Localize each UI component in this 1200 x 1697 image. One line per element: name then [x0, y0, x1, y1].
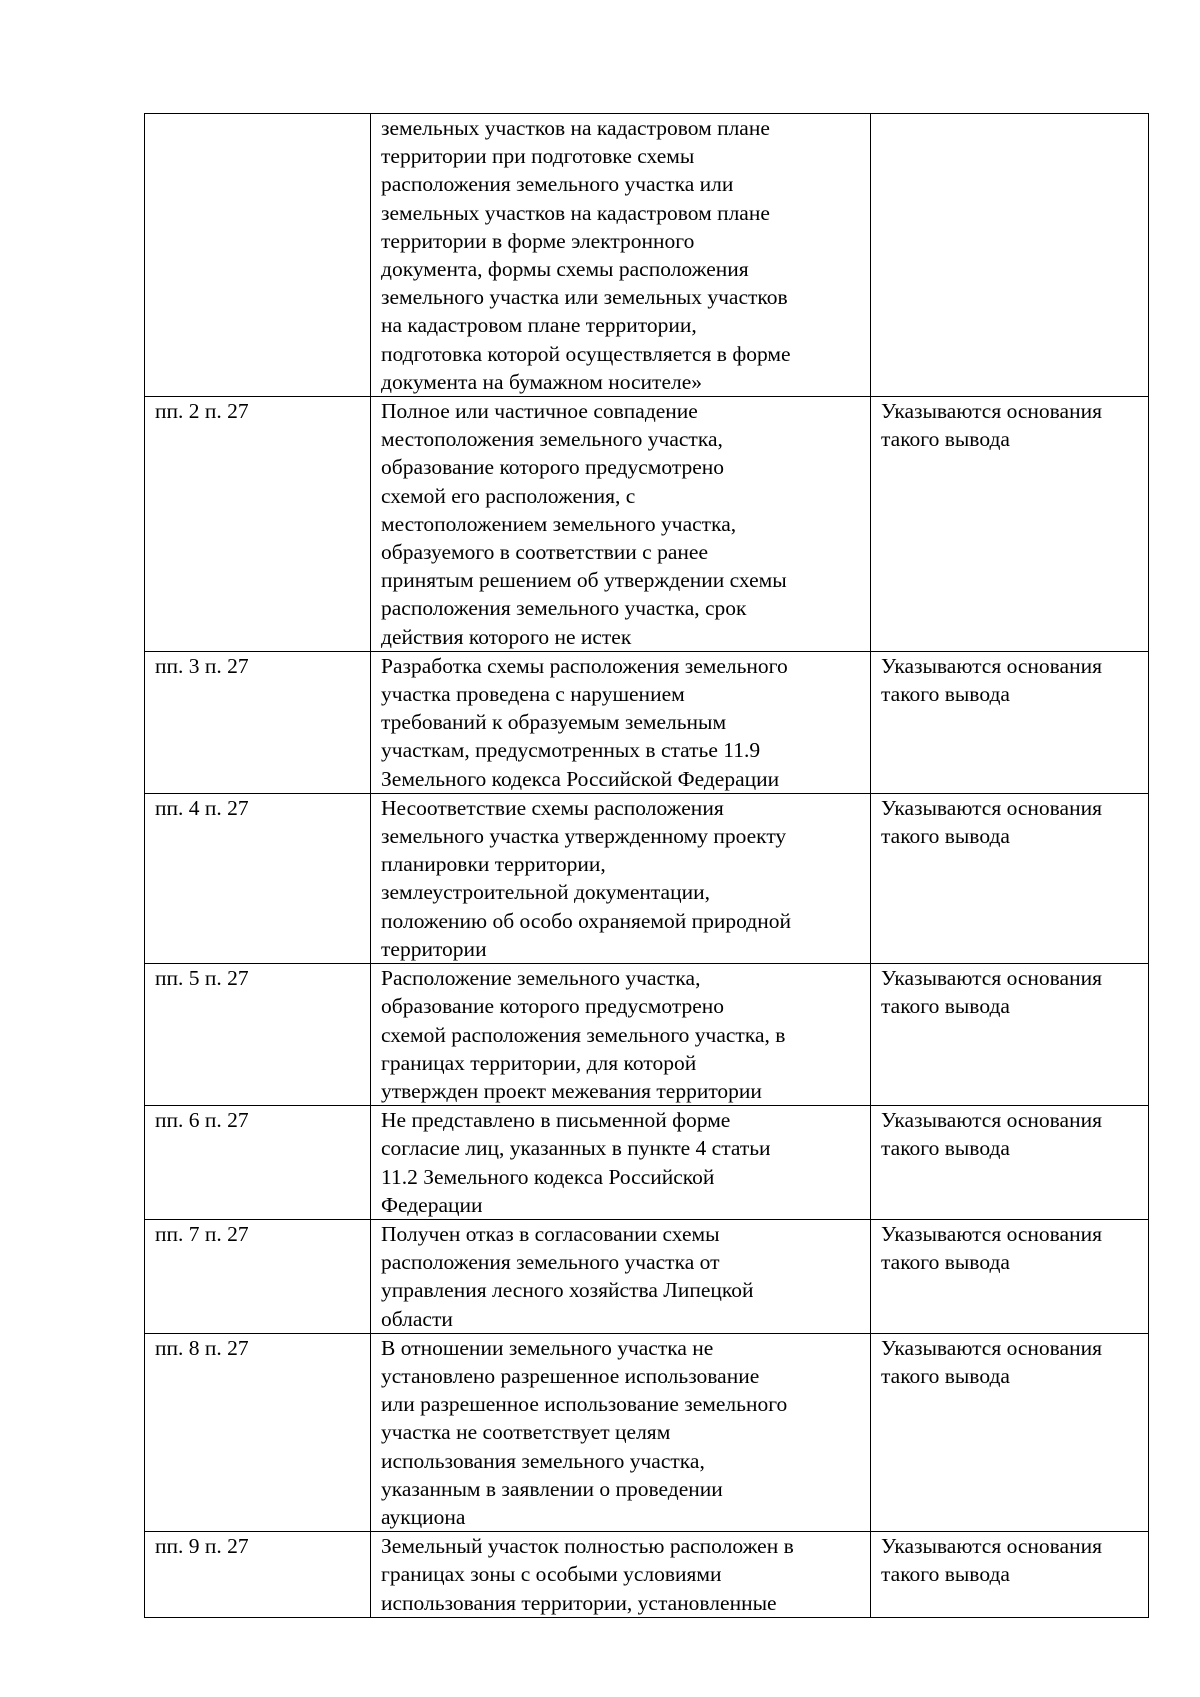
ref-text: пп. 3 п. 27 — [155, 653, 249, 678]
ref-cell — [145, 1333, 371, 1531]
ref-text: пп. 6 п. 27 — [155, 1108, 249, 1133]
note-cell — [871, 793, 1149, 963]
ref-cell — [145, 1219, 371, 1333]
description-text: земельных участков на кадастровом плане территории при подготовке схемы расположения земельного участка или земельных участков на кадастровом плане территории в форме электронного документа, формы схемы расположения земельного участка или земельных участков на кадастровом плане территории, подготовка которой осуществляется в форме документа на бумажном носителе» — [381, 116, 791, 394]
description-cell — [371, 1219, 871, 1333]
description-text: Не представлено в письменной форме согласие лиц, указанных в пункте 4 статьи 11.2 Земельного кодекса Российской Федерации — [381, 1108, 771, 1217]
note-text: Указываются основания такого вывода — [881, 399, 1102, 452]
ref-text: пп. 2 п. 27 — [155, 399, 249, 424]
note-cell — [871, 1532, 1149, 1618]
table-row — [145, 1219, 1149, 1333]
ref-text: пп. 8 п. 27 — [155, 1335, 249, 1360]
note-cell — [871, 651, 1149, 793]
table-row — [145, 1532, 1149, 1618]
ref-cell — [145, 964, 371, 1106]
ref-text: пп. 7 п. 27 — [155, 1221, 249, 1246]
note-text: Указываются основания такого вывода — [881, 653, 1102, 707]
note-cell — [871, 114, 1149, 397]
ref-cell — [145, 1106, 371, 1220]
description-text: Разработка схемы расположения земельного участка проведена с нарушением требований к образуемым земельным участкам, предусмотренных в статье 11.9 Земельного кодекса Российской Федерации — [381, 653, 788, 791]
description-cell — [371, 651, 871, 793]
note-cell — [871, 1333, 1149, 1531]
note-text: Указываются основания такого вывода — [881, 966, 1102, 1019]
description-text: Несоответствие схемы расположения земельного участка утвержденному проекту планировки территории, землеустроительной документации, положению об особо охраняемой природной территории — [381, 795, 791, 961]
description-text: В отношении земельного участка не установлено разрешенное использование или разрешенное использование земельного участка не соответствует целям использования земельного участка, указанным в заявлении о проведении аукциона — [381, 1335, 788, 1529]
note-text: Указываются основания такого вывода — [881, 1534, 1102, 1587]
ref-text: пп. 9 п. 27 — [155, 1534, 249, 1559]
table-row — [145, 397, 1149, 652]
ref-cell — [145, 114, 371, 397]
ref-cell — [145, 793, 371, 963]
note-text: Указываются основания такого вывода — [881, 1108, 1102, 1161]
note-cell — [871, 1219, 1149, 1333]
table-row — [145, 1333, 1149, 1531]
table-row — [145, 964, 1149, 1106]
table-row — [145, 793, 1149, 963]
description-text: Полное или частичное совпадение местоположения земельного участка, образование которого предусмотрено схемой его расположения, с местоположением земельного участка, образуемого в соответствии с ранее принятым решением об утверждении схемы расположения земельного участка, срок действия которого не истек — [381, 399, 787, 649]
note-text: Указываются основания такого вывода — [881, 1335, 1102, 1388]
note-cell — [871, 964, 1149, 1106]
note-text: Указываются основания такого вывода — [881, 795, 1102, 849]
ref-cell — [145, 651, 371, 793]
description-text: Расположение земельного участка, образование которого предусмотрено схемой расположения земельного участка, в границах территории, для которой утвержден проект межевания территории — [381, 966, 786, 1103]
description-cell — [371, 1106, 871, 1220]
ref-text: пп. 4 п. 27 — [155, 795, 249, 820]
description-cell — [371, 114, 871, 397]
description-cell — [371, 964, 871, 1106]
description-cell — [371, 793, 871, 963]
note-cell — [871, 397, 1149, 652]
note-cell — [871, 1106, 1149, 1220]
description-text: Земельный участок полностью расположен в границах зоны с особыми условиями использования территории, установленные — [381, 1534, 794, 1615]
table-row — [145, 1106, 1149, 1220]
note-text: Указываются основания такого вывода — [881, 1221, 1102, 1275]
description-cell — [371, 1532, 871, 1618]
description-text: Получен отказ в согласовании схемы расположения земельного участка от управления лесного хозяйства Липецкой области — [381, 1221, 754, 1331]
ref-cell — [145, 397, 371, 652]
ref-cell — [145, 1532, 371, 1618]
description-cell — [371, 397, 871, 652]
table-row — [145, 651, 1149, 793]
ref-text: пп. 5 п. 27 — [155, 966, 249, 991]
grounds-table — [144, 113, 1149, 1618]
description-cell — [371, 1333, 871, 1531]
table-row — [145, 114, 1149, 397]
